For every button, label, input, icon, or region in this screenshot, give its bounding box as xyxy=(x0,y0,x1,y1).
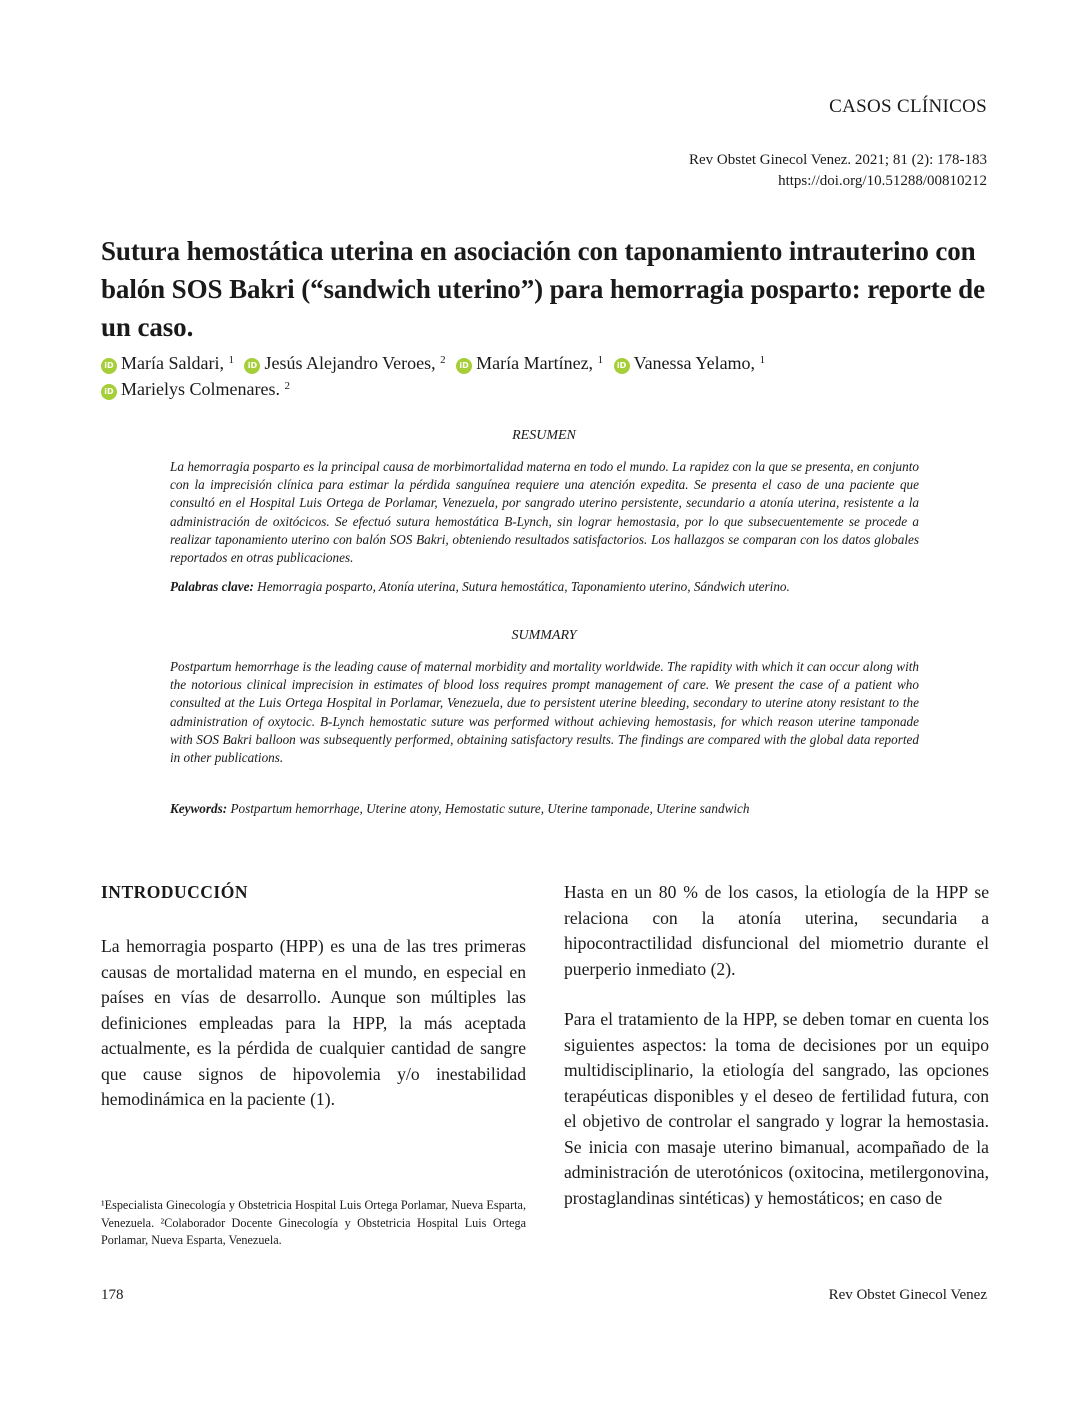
author xyxy=(456,353,603,373)
author-name: María Martínez, xyxy=(476,353,598,373)
author xyxy=(101,379,290,399)
keywords-text: Postpartum hemorrhage, Uterine atony, Hemostatic suture, Uterine tamponade, Uterine sandwich xyxy=(227,801,750,816)
affiliation-mark: 1 xyxy=(597,354,604,366)
keywords-label: Palabras clave: xyxy=(170,579,254,594)
paragraph: Para el tratamiento de la HPP, se deben tomar en cuenta los siguientes aspectos: la toma de decisiones por un equipo multidisciplinario, la etiología del sangrado, las opciones terapéuticas disponibles y el deseo de fertilidad futura, con el objetivo de controlar el sangrado y lograr la hemostasia. Se inicia con masaje uterino bimanual, acompañado de la administración de uterotónicos (oxitocina, metilergonovina, prostaglandinas sintéticas) y hemostáticos; en caso de xyxy=(564,1009,989,1208)
orcid-icon[interactable]: iD xyxy=(101,358,117,374)
author-list xyxy=(101,350,991,402)
affiliation-mark: 2 xyxy=(284,380,290,392)
orcid-icon[interactable]: iD xyxy=(456,358,472,374)
summary-heading: SUMMARY xyxy=(511,628,577,643)
right-column xyxy=(564,880,989,1211)
author-name: Vanessa Yelamo, xyxy=(633,353,760,373)
author-name: Marielys Colmenares. xyxy=(121,379,285,399)
journal-name: Rev Obstet Ginecol Venez xyxy=(828,1287,987,1303)
orcid-icon[interactable]: iD xyxy=(101,384,117,400)
author-name: María Saldari, xyxy=(121,353,229,373)
author xyxy=(614,353,766,373)
author xyxy=(244,353,445,373)
paragraph: Hasta en un 80 % de los casos, la etiología de la HPP se relaciona con la atonía uterina, secundaria a hipocontractilidad disfuncional del miometrio durante el puerperio inmediato (2). xyxy=(564,882,989,979)
citation xyxy=(689,150,987,192)
author xyxy=(101,353,234,373)
resumen-text: La hemorragia posparto es la principal causa de morbimortalidad materna en todo el mundo. La rapidez con la que se presenta, en conjunto con la imprecisión clínica para estimar la pérdida sanguínea requiere una atención expedita. Se presenta el caso de una paciente que consultó en el Hospital Luis Ortega de Porlamar, Venezuela, por sangrado uterino persistente, secundario a atonía uterina, resistente a la administración de oxitócicos. Se efectuó sutura hemostática B-Lynch, sin lograr hemostasia, por lo que subsecuentemente se procede a realizar taponamiento uterino con balón SOS Bakri, obteniendo resultados satisfactorios. Los hallazgos se comparan con los datos globales reportados en otras publicaciones. xyxy=(170,459,919,566)
affiliation-mark: 2 xyxy=(440,354,446,366)
article-title: Sutura hemostática uterina en asociación con taponamiento intrauterino con balón SOS Bakri (“sandwich uterino”) para hemorragia posparto: reporte de un caso. xyxy=(101,236,985,342)
author-name: Jesús Alejandro Veroes, xyxy=(264,353,441,373)
keywords-text: Hemorragia posparto, Atonía uterina, Sutura hemostática, Taponamiento uterino, Sándwich uterino. xyxy=(253,579,790,594)
resumen-heading: RESUMEN xyxy=(512,428,576,443)
section-heading: INTRODUCCIÓN xyxy=(101,882,248,902)
citation-reference: Rev Obstet Ginecol Venez. 2021; 81 (2): 178-183 xyxy=(688,152,987,168)
paragraph: La hemorragia posparto (HPP) es una de las tres primeras causas de mortalidad materna en el mundo, en especial en países en vías de desarrollo. Aunque son múltiples las definiciones empleadas para la HPP, la más aceptada actualmente, es la pérdida de cualquier cantidad de sangre que cause signos de hipovolemia y/o inestabilidad hemodinámica en la paciente (1). xyxy=(101,936,526,1109)
summary-text: Postpartum hemorrhage is the leading cause of maternal morbidity and mortality worldwide. The rapidity with which it can occur along with the notorious clinical imprecision in estimates of blood loss requires prompt management of care. We present the case of a patient who consulted at the Luis Ortega Hospital in Porlamar, Venezuela, due to persistent uterine bleeding, secondary to uterine atony resistant to the administration of oxytocic. B-Lynch hemostatic suture was performed without achieving hemostasis, for which reason uterine tamponade with SOS Bakri balloon was subsequently performed, obtaining satisfactory results. The findings are compared with the global data reported in other publications. xyxy=(170,659,919,766)
orcid-icon[interactable]: iD xyxy=(244,358,260,374)
palabras-clave xyxy=(170,578,919,596)
keywords xyxy=(170,800,919,818)
orcid-icon[interactable]: iD xyxy=(614,358,630,374)
page-number: 178 xyxy=(101,1287,124,1303)
doi-link[interactable]: https://doi.org/10.51288/00810212 xyxy=(778,173,987,189)
left-column xyxy=(101,934,526,1113)
keywords-label: Keywords: xyxy=(170,801,228,816)
affiliation-footnote: ¹Especialista Ginecología y Obstetricia Hospital Luis Ortega Porlamar, Nueva Esparta, Venezuela. ²Colaborador Docente Ginecología y Obstetricia Hospital Luis Ortega Porlamar, Nueva Esparta, Venezuela. xyxy=(101,1198,526,1247)
affiliation-mark: 1 xyxy=(228,354,234,366)
section-label: CASOS CLÍNICOS xyxy=(829,96,987,117)
affiliation-mark: 1 xyxy=(759,354,766,366)
